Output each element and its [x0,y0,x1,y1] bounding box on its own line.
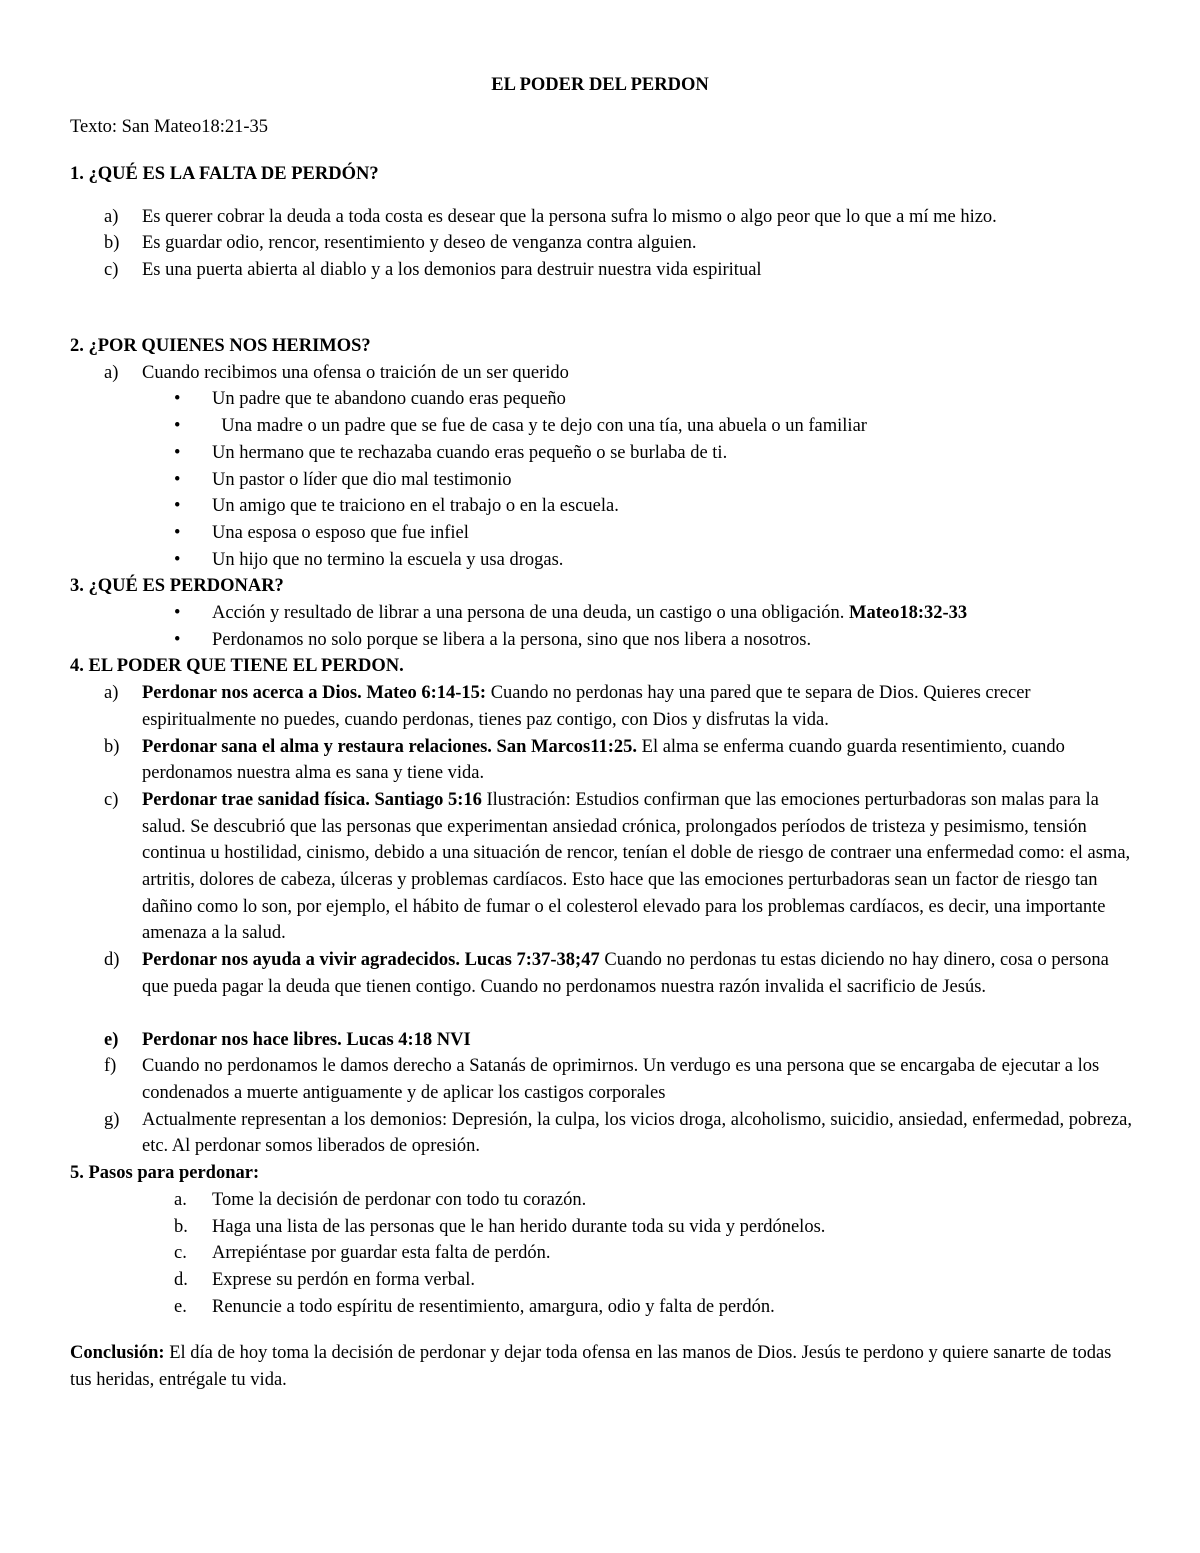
conclusion-label: Conclusión: [70,1343,165,1364]
bullet-item: • Una madre o un padre que se fue de casa y te dejo con una tía, una abuela o un familiar [174,416,867,437]
list-item: a) Es querer cobrar la deuda a toda costa es desear que la persona sufra lo mismo o algo peor que lo que a mí me hizo. [104,206,997,227]
section-3-heading: 3. ¿QUÉ ES PERDONAR? [70,576,284,597]
section-4-heading: 4. EL PODER QUE TIENE EL PERDON. [70,656,404,677]
bullet-item: • Un amigo que te traiciono en el trabajo o en la escuela. [174,496,619,517]
list-item: b) Es guardar odio, rencor, resentimiento y deseo de venganza contra alguien. [104,233,697,254]
scripture-reference: Texto: San Mateo18:21-35 [70,117,269,137]
list-item: e) Perdonar nos hace libres. Lucas 4:18 NVI [104,1029,471,1050]
document-title: EL PODER DEL PERDON [491,75,709,95]
bullet-item: • Acción y resultado de librar a una persona de una deuda, un castigo o una obligación. Mateo18:32-33 [174,603,968,624]
bullet-item: • Un hijo que no termino la escuela y usa drogas. [174,549,564,570]
bullet-item: • Un pastor o líder que dio mal testimonio [174,469,512,490]
section-2 [70,333,1135,1394]
section-1 [70,161,1135,284]
list-item: b) Perdonar sana el alma y restaura relaciones. San Marcos11:25. El alma se enferma cuando guarda resentimiento, cuando perdonamos nuestra alma es sana y tiene vida. [104,736,1065,784]
list-item: a) Perdonar nos acerca a Dios. Mateo 6:14-15: Cuando no perdonas hay una pared que te separa de Dios. Quieres crecer espiritualmente no puedes, cuando perdonas, tienes paz contigo, con Dios y disfrutas la vida. [104,683,1031,730]
list-item: f) Cuando no perdonamos le damos derecho a Satanás de oprimirnos. Un verdugo es una persona que se encargaba de ejecutar a los condenados a muerte antiguamente y de aplicar los castigos corporales [104,1056,1100,1103]
conclusion-paragraph [70,1340,1135,1393]
bullet-item: • Un padre que te abandono cuando eras pequeño [174,389,566,410]
step-item: c. Arrepiéntase por guardar esta falta de perdón. [174,1243,551,1264]
conclusion-text: El día de hoy toma la decisión de perdonar y dejar toda ofensa en las manos de Dios. Jesús te perdono y quiere sanarte de todas tus heridas, entrégale tu vida. [70,1343,1112,1391]
bullet-item: • Un hermano que te rechazaba cuando eras pequeño o se burlaba de ti. [174,442,728,463]
bullet-item: • Una esposa o esposo que fue infiel [174,522,469,543]
bullet-item: • Perdonamos no solo porque se libera a la persona, sino que nos libera a nosotros. [174,629,812,650]
list-item: g) Actualmente representan a los demonios: Depresión, la culpa, los vicios droga, alcoholismo, suicidio, ansiedad, enfermedad, pobreza, etc. Al perdonar somos liberados de opresión. [104,1109,1132,1157]
section-1-heading: 1. ¿QUÉ ES LA FALTA DE PERDÓN? [70,164,379,184]
list-item: d) Perdonar nos ayuda a vivir agradecidos. Lucas 7:37-38;47 Cuando no perdonas tu estas diciendo no hay dinero, cosa o persona que pueda pagar la deuda que tienen contigo. Cuando no perdonamos nuestra razón invalida el sacrificio de Jesús. [104,950,1109,997]
step-item: e. Renuncie a todo espíritu de resentimiento, amargura, odio y falta de perdón. [174,1296,775,1317]
step-item: b. Haga una lista de las personas que le han herido durante toda su vida y perdónelos. [174,1216,826,1237]
step-item: a. Tome la decisión de perdonar con todo tu corazón. [174,1189,587,1210]
section-2-heading: 2. ¿POR QUIENES NOS HERIMOS? [70,336,371,356]
section-5-heading: 5. Pasos para perdonar: [70,1163,260,1184]
list-item: c) Perdonar trae sanidad física. Santiago 5:16 Ilustración: Estudios confirman que las emociones perturbadoras son malas para la salud. Se descubrió que las personas que experimentan ansiedad crónica, prolongados períodos de tristeza y pesimismo, tensión continua u hostilidad, cinismo, debido a una situación de rencor, tenían el doble de riesgo de contraer una enfermedad como: el asma, artritis, dolores de cabeza, úlceras y problemas cardíacos. Esto hace que las emociones perturbadoras sean un factor de riesgo tan dañino como lo son, por ejemplo, el hábito de fumar o el colesterol elevado para los problemas cardíacos, es decir, una importante amenaza a la salud. [104,789,1131,944]
list-item: c) Es una puerta abierta al diablo y a los demonios para destruir nuestra vida espiritual [104,260,762,281]
step-item: d. Exprese su perdón en forma verbal. [174,1269,476,1290]
list-item: a) Cuando recibimos una ofensa o traición de un ser querido [104,362,569,383]
